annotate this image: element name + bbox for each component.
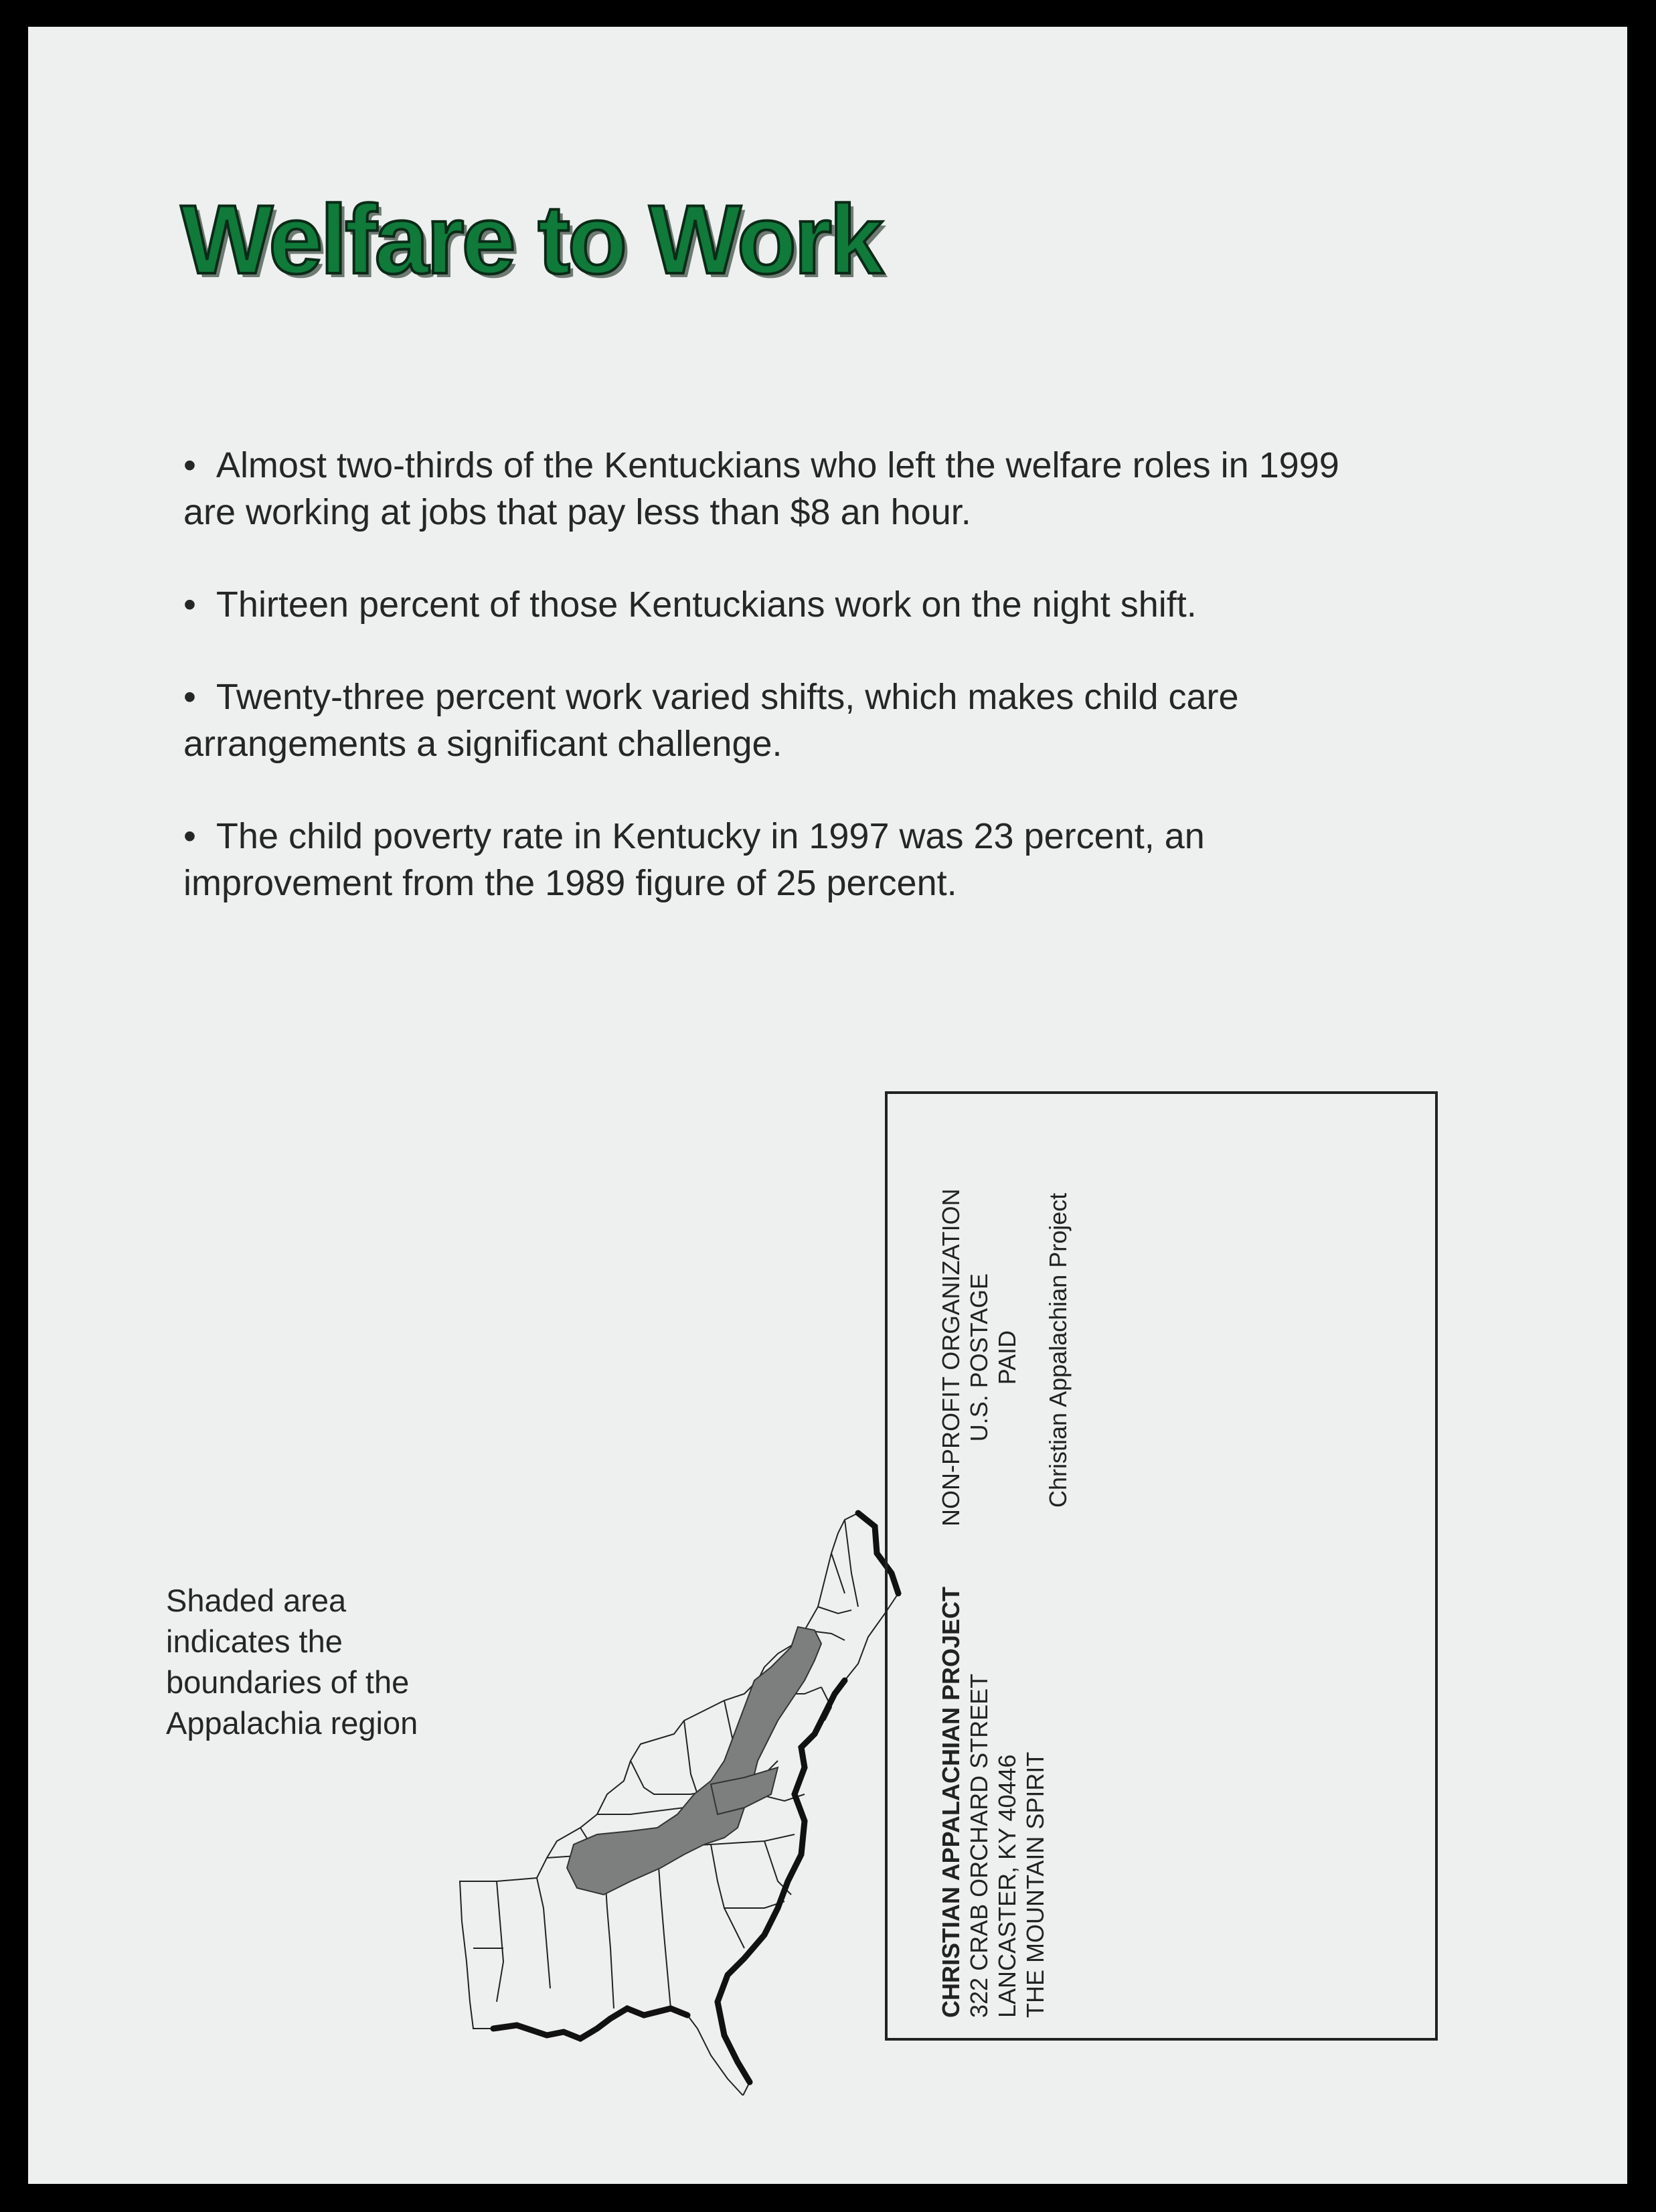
return-street: 322 CRAB ORCHARD STREET — [965, 1673, 993, 2018]
permit-sender: Christian Appalachian Project — [1044, 1192, 1072, 1508]
map-caption: Shaded area indicates the boundaries of the Appalachia region — [166, 1583, 418, 1741]
return-address — [937, 1587, 1050, 2018]
permit-line: NON-PROFIT ORGANIZATION — [937, 1188, 965, 1526]
appalachia-map — [430, 1480, 938, 2096]
fact-list — [183, 442, 1388, 952]
return-publication: THE MOUNTAIN SPIRIT — [1021, 1751, 1049, 2018]
fact-item: • Almost two-thirds of the Kentuckians who left the welfare roles in 1999 are working at jobs that pay less than $8 an hour. — [183, 442, 1388, 536]
postage-permit — [937, 1188, 1021, 1526]
fact-item: • Twenty-three percent work varied shifts, which makes child care arrangements a significant challenge. — [183, 674, 1388, 767]
return-city: LANCASTER, KY 40446 — [993, 1754, 1021, 2018]
fact-item: • The child poverty rate in Kentucky in 1997 was 23 percent, an improvement from the 1989 figure of 25 percent. — [183, 813, 1388, 906]
return-name: CHRISTIAN APPALACHIAN PROJECT — [937, 1586, 965, 2018]
appalachia-region — [567, 1627, 821, 1895]
newsletter-page — [28, 27, 1627, 2184]
fact-item: • Thirteen percent of those Kentuckians work on the night shift. — [183, 581, 1388, 628]
eastern-us-outline — [460, 1513, 898, 2096]
mailing-panel — [885, 1091, 1438, 2041]
permit-line: PAID — [993, 1330, 1021, 1385]
page-title: Welfare to Work — [181, 185, 882, 294]
permit-line: U.S. POSTAGE — [965, 1273, 993, 1442]
